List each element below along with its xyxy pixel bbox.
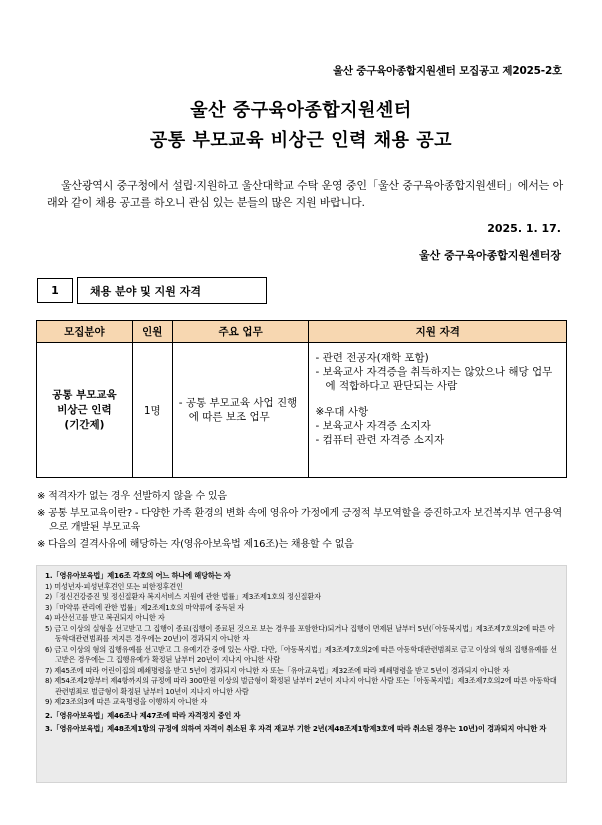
section-title: 채용 분야 및 지원 자격 — [90, 284, 201, 298]
cell-duty — [172, 343, 309, 478]
disqualification-item: 6) 금고 이상의 형의 집행유예를 선고받고 그 유예기간 중에 있는 사람. 다만,「아동복지법」제3조제7호의2에 따른 아동학대관련범죄로 금고 이상의 형의 집행유예를 선고받은 경우에는 그 집행유예가 확정된 날부터 20년이 지나지 아니한 사람 — [45, 644, 557, 664]
qualification-item: - 보육교사 자격증을 취득하지는 않았으나 해당 업무에 적합하다고 판단되는 사람 — [315, 366, 553, 392]
table-header-row — [37, 321, 567, 343]
note-item: ※ 적격자가 없는 경우 선발하지 않을 수 있음 — [37, 491, 227, 502]
disqualification-item: 4) 파산선고를 받고 복권되지 아니한 자 — [45, 613, 165, 622]
recruitment-table — [36, 320, 567, 478]
preference-item: - 보육교사 자격증 소지자 — [315, 420, 431, 432]
cell-field — [37, 343, 133, 478]
section-number-box — [37, 278, 73, 303]
preference-item: - 컴퓨터 관련 자격증 소지자 — [315, 434, 445, 446]
field-line3: (기간제) — [64, 418, 105, 431]
notice-number: 울산 중구육아종합지원센터 모집공고 제2025-2호 — [332, 65, 562, 77]
cell-count: 1명 — [132, 343, 172, 478]
duty-text: - 공통 부모교육 사업 진행에 따른 보조 업무 — [178, 397, 298, 423]
announcement-date: 2025. 1. 17. — [487, 222, 561, 235]
disqualification-item: 7) 제45조에 따라 어린이집의 폐쇄명령을 받고 5년이 경과되지 아니한 자 또는「유아교육법」제32조에 따라 폐쇄명령을 받고 5년이 경과되지 아니한 자 — [45, 665, 510, 675]
disqualification-item: 1) 미성년자·피성년후견인 또는 피한정후견인 — [45, 581, 183, 591]
field-line2: 비상근 인력 — [57, 403, 112, 416]
note-item: ※ 다음의 결격사유에 해당하는 자(영유아보육법 제16조)는 채용할 수 없음 — [37, 539, 354, 550]
header-duty: 주요 업무 — [172, 321, 309, 343]
disqualification-item: 5) 금고 이상의 실형을 선고받고 그 집행이 종료(집행이 종료된 것으로 보는 경우를 포함한다)되거나 집행이 면제된 날부터 5년(「아동복지법」제3조제7호의2에 따른 아동학대관련범죄를 저지른 경우에는 20년)이 경과되지 아니한 자 — [45, 623, 555, 643]
intro-paragraph: 울산광역시 중구청에서 설립·지원하고 울산대학교 수탁 운영 중인「울산 중구육아종합지원센터」에서는 아래와 같이 채용 공고를 하오니 관심 있는 분들의 많은 지원 바랍니다. — [47, 179, 563, 209]
notes — [37, 490, 567, 555]
section-number: 1 — [51, 284, 59, 297]
disqualification-item: 8) 제54조제2항부터 제4항까지의 규정에 따라 300만원 이상의 벌금형이 확정된 날부터 2년이 지나지 아니한 사람 또는「아동복지법」제3조제7호의2에 따른 아동학대관련범죄로 벌금형이 확정된 날부터 10년이 지나지 아니한 사람 — [45, 676, 557, 696]
field-line1: 공통 부모교육 — [52, 388, 117, 401]
disqualification-heading-2: 2.「영유아보육법」제46조나 제47조에 따라 자격정지 중인 자 — [45, 710, 241, 720]
page-title-line1: 울산 중구육아종합지원센터 — [190, 100, 412, 121]
page-title-line2: 공통 부모교육 비상근 인력 채용 공고 — [149, 130, 453, 151]
preference-title: ※우대 사항 — [315, 406, 369, 418]
disqualification-item: 3)「마약류 관리에 관한 법률」제2조제1호의 마약류에 중독된 자 — [45, 602, 245, 612]
section-title-box — [77, 277, 267, 304]
signatory: 울산 중구육아종합지원센터장 — [419, 249, 561, 262]
disqualification-item: 9) 제23조의3에 따른 교육명령을 이행하지 아니한 자 — [45, 697, 208, 706]
disqualification-heading-3: 3.「영유아보육법」제48조제1항의 규정에 의하여 자격이 취소된 후 자격 재교부 기한 2년(제48조제1항제3호에 따라 취소된 경우는 10년)이 경과되지 아니한 자 — [45, 724, 547, 733]
header-qualification: 지원 자격 — [309, 321, 567, 343]
table-row — [37, 343, 567, 478]
note-item: ※ 공통 부모교육이란? - 다양한 가족 환경의 변화 속에 영유아 가정에게 긍정적 부모역할을 증진하고자 보건복지부 연구용역으로 개발된 부모교육 — [37, 508, 562, 533]
disqualification-item: 2)「정신건강증진 및 정신질환자 복지서비스 지원에 관한 법률」제3조제1호의 정신질환자 — [45, 592, 321, 601]
header-count: 인원 — [132, 321, 172, 343]
cell-qualification — [309, 343, 567, 478]
disqualification-heading-1: 1.「영유아보육법」제16조 각호의 어느 하나에 해당하는 자 — [45, 571, 231, 580]
qualification-item: - 관련 전공자(재학 포함) — [315, 352, 429, 364]
disqualification-box — [36, 565, 567, 783]
header-field: 모집분야 — [37, 321, 133, 343]
